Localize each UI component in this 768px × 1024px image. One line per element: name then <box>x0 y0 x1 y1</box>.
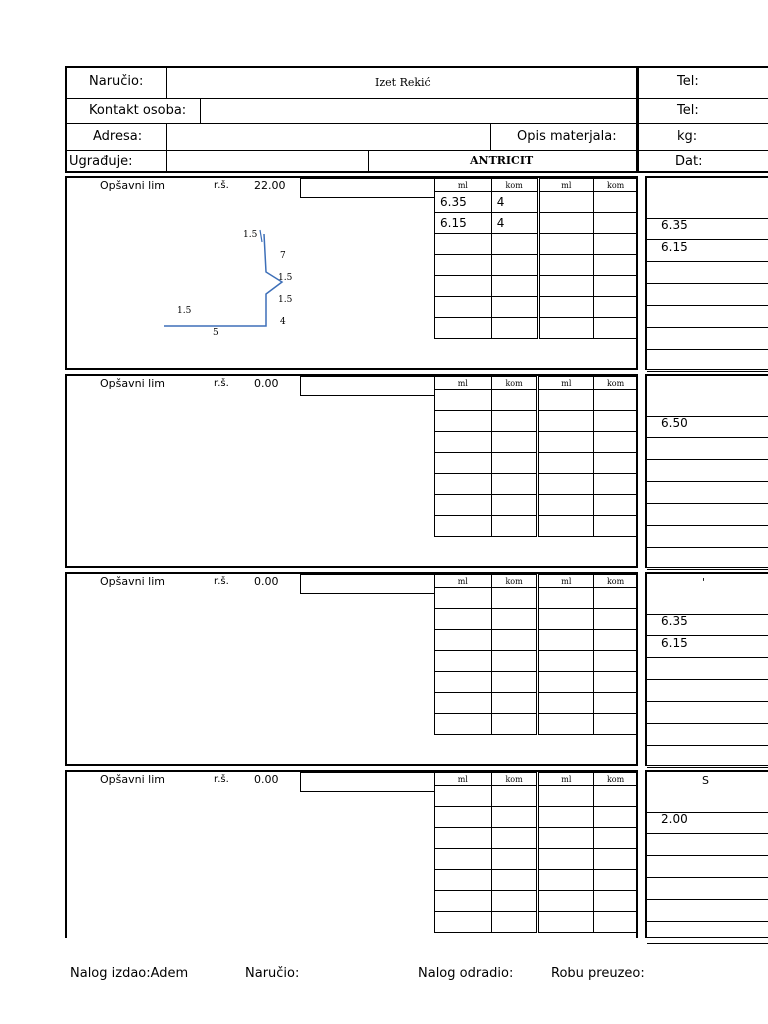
grid-cell[interactable] <box>594 255 638 276</box>
header-table <box>65 66 638 173</box>
grid-cell[interactable] <box>594 474 638 495</box>
grid-cell[interactable] <box>538 609 594 630</box>
side-value: 2.00 <box>661 812 688 826</box>
side-row <box>647 702 768 724</box>
grid-cell[interactable] <box>435 870 492 891</box>
grid-cell[interactable] <box>538 411 594 432</box>
grid-cell[interactable] <box>435 297 492 318</box>
side-row <box>647 240 768 262</box>
grid-cell[interactable] <box>435 693 492 714</box>
grid-cell[interactable] <box>435 609 492 630</box>
table-row <box>435 213 638 234</box>
section-title: Opšavni lim <box>100 179 165 192</box>
grid-cell[interactable] <box>594 192 638 213</box>
col-header: kom <box>594 575 638 588</box>
rs-value: 0.00 <box>254 575 279 588</box>
grid-cell[interactable] <box>435 651 492 672</box>
grid-cell[interactable] <box>491 912 538 933</box>
grid-cell[interactable] <box>594 693 638 714</box>
side-row <box>647 548 768 570</box>
grid-cell[interactable] <box>594 651 638 672</box>
grid-cell[interactable] <box>435 912 492 933</box>
col-header: ml <box>538 179 594 192</box>
side-value: 6.35 <box>661 218 688 232</box>
table-row <box>435 849 638 870</box>
col-header: kom <box>594 179 638 192</box>
table-row <box>435 411 638 432</box>
table-row <box>435 453 638 474</box>
row-kontakt <box>67 99 636 124</box>
side-row <box>647 482 768 504</box>
grid-cell[interactable] <box>538 828 594 849</box>
grid-cell[interactable] <box>435 786 492 807</box>
grid-cell[interactable] <box>594 588 638 609</box>
note-field[interactable] <box>300 772 434 792</box>
grid-cell[interactable] <box>491 828 538 849</box>
col-header: ml <box>435 377 492 390</box>
table-row <box>435 891 638 912</box>
grid-cell[interactable] <box>594 828 638 849</box>
grid-cell[interactable] <box>435 255 492 276</box>
note-field[interactable] <box>300 178 434 198</box>
table-row <box>435 474 638 495</box>
table-row <box>435 495 638 516</box>
col-header: ml <box>435 575 492 588</box>
side-row <box>647 724 768 746</box>
side-row <box>647 438 768 460</box>
opis-label: Opis materjala: <box>517 129 617 144</box>
table-row <box>435 786 638 807</box>
adresa-field[interactable] <box>167 124 490 150</box>
col-header: ml <box>435 773 492 786</box>
col-header: kom <box>491 179 538 192</box>
profile-hook <box>260 230 262 242</box>
dim-label: 5 <box>213 328 219 338</box>
table-row <box>435 651 638 672</box>
side-column <box>645 176 768 370</box>
footer-odradio: Nalog odradio: <box>418 966 514 981</box>
grid-cell[interactable] <box>594 912 638 933</box>
rs-value: 0.00 <box>254 773 279 786</box>
grid-cell[interactable] <box>594 672 638 693</box>
side-row <box>647 922 768 944</box>
side-row <box>647 614 768 636</box>
adresa-label: Adresa: <box>93 129 143 144</box>
side-row <box>647 878 768 900</box>
grid-cell[interactable] <box>538 432 594 453</box>
grid-cell[interactable] <box>491 609 538 630</box>
side-row <box>647 680 768 702</box>
side-header: ' <box>702 576 706 589</box>
table-row <box>435 672 638 693</box>
side-row <box>647 834 768 856</box>
row-adresa <box>67 124 636 151</box>
grid-cell[interactable] <box>491 588 538 609</box>
dim-label: 7 <box>280 251 286 261</box>
grid-cell[interactable] <box>538 318 594 339</box>
measurement-grid <box>434 178 638 339</box>
side-row <box>647 306 768 328</box>
grid-cell[interactable] <box>538 588 594 609</box>
grid-cell[interactable] <box>538 453 594 474</box>
grid-cell[interactable] <box>594 786 638 807</box>
rs-value: 0.00 <box>254 377 279 390</box>
col-header: kom <box>594 773 638 786</box>
grid-cell[interactable] <box>538 651 594 672</box>
grid-cell[interactable] <box>491 630 538 651</box>
grid-cell[interactable] <box>594 630 638 651</box>
grid-cell[interactable] <box>538 390 594 411</box>
grid-cell[interactable]: 6.15 <box>435 213 492 234</box>
grid-cell[interactable] <box>594 390 638 411</box>
grid-cell[interactable] <box>594 411 638 432</box>
grid-cell[interactable] <box>594 891 638 912</box>
grid-cell[interactable] <box>594 870 638 891</box>
ugraduje-label: Ugrađuje: <box>69 154 133 169</box>
note-field[interactable] <box>300 574 434 594</box>
grid-cell[interactable] <box>491 495 538 516</box>
grid-cell[interactable]: 4 <box>491 192 538 213</box>
grid-cell[interactable] <box>594 213 638 234</box>
grid-cell[interactable] <box>491 807 538 828</box>
grid-cell[interactable] <box>491 390 538 411</box>
side-row <box>647 416 768 438</box>
grid-cell[interactable] <box>538 912 594 933</box>
side-column <box>645 572 768 766</box>
grid-cell[interactable] <box>435 714 492 735</box>
grid-cell[interactable] <box>538 297 594 318</box>
col-header: ml <box>435 179 492 192</box>
grid-cell[interactable] <box>435 516 492 537</box>
grid-cell[interactable] <box>435 318 492 339</box>
grid-cell[interactable] <box>538 693 594 714</box>
col-header: kom <box>491 377 538 390</box>
grid-cell[interactable] <box>538 192 594 213</box>
side-value: 6.15 <box>661 240 688 254</box>
grid-cell[interactable] <box>594 432 638 453</box>
grid-cell[interactable] <box>594 609 638 630</box>
measurement-grid <box>434 772 638 933</box>
grid-cell[interactable] <box>435 807 492 828</box>
measurement-grid <box>434 574 638 735</box>
rs-label: r.š. <box>214 774 229 785</box>
grid-cell[interactable] <box>435 234 492 255</box>
note-field[interactable] <box>300 376 434 396</box>
grid-cell[interactable] <box>435 276 492 297</box>
grid-cell[interactable] <box>491 234 538 255</box>
grid-cell[interactable] <box>594 714 638 735</box>
grid-cell[interactable] <box>491 255 538 276</box>
row-ugraduje <box>67 151 636 173</box>
col-header: kom <box>491 773 538 786</box>
footer-preuzeo: Robu preuzeo: <box>551 966 645 981</box>
col-header: ml <box>538 377 594 390</box>
grid-cell[interactable] <box>538 516 594 537</box>
grid-cell[interactable] <box>491 672 538 693</box>
profile-drawing <box>150 220 300 350</box>
grid-cell[interactable] <box>491 276 538 297</box>
rs-label: r.š. <box>214 576 229 587</box>
tel-label-2: Tel: <box>677 103 699 118</box>
table-row <box>435 516 638 537</box>
rs-label: r.š. <box>214 378 229 389</box>
side-row <box>647 218 768 240</box>
dat-label: Dat: <box>675 154 703 169</box>
table-row <box>435 609 638 630</box>
table-row <box>435 714 638 735</box>
section-title: Opšavni lim <box>100 377 165 390</box>
header-right-column <box>638 66 768 173</box>
side-row <box>647 746 768 768</box>
side-row <box>647 526 768 548</box>
grid-cell[interactable] <box>435 588 492 609</box>
grid-cell[interactable] <box>538 474 594 495</box>
dim-label: 1.5 <box>278 273 293 283</box>
col-header: kom <box>491 575 538 588</box>
grid-cell[interactable] <box>538 255 594 276</box>
footer-narucio: Naručio: <box>245 966 300 981</box>
grid-cell[interactable] <box>594 495 638 516</box>
grid-cell[interactable] <box>594 453 638 474</box>
grid-cell[interactable] <box>538 807 594 828</box>
grid-cell[interactable] <box>435 411 492 432</box>
grid-cell[interactable] <box>435 630 492 651</box>
dim-label: 4 <box>280 317 286 327</box>
grid-cell[interactable] <box>491 318 538 339</box>
side-column <box>645 770 768 938</box>
table-row <box>435 432 638 453</box>
grid-cell[interactable] <box>538 630 594 651</box>
side-row <box>647 636 768 658</box>
grid-cell[interactable] <box>538 495 594 516</box>
side-header: S <box>702 774 709 787</box>
row-narucio <box>67 68 636 99</box>
grid-cell[interactable] <box>491 786 538 807</box>
side-row <box>647 658 768 680</box>
grid-cell[interactable] <box>491 891 538 912</box>
section-title: Opšavni lim <box>100 773 165 786</box>
table-row <box>435 630 638 651</box>
grid-cell[interactable] <box>594 297 638 318</box>
grid-cell[interactable] <box>435 891 492 912</box>
grid-cell[interactable] <box>594 318 638 339</box>
measurement-grid <box>434 376 638 537</box>
dim-label: 1.5 <box>243 230 258 240</box>
grid-cell[interactable] <box>491 849 538 870</box>
side-value: 6.50 <box>661 416 688 430</box>
grid-cell[interactable] <box>538 891 594 912</box>
table-row <box>435 870 638 891</box>
side-row <box>647 812 768 834</box>
grid-cell[interactable] <box>435 828 492 849</box>
grid-cell[interactable] <box>435 453 492 474</box>
grid-cell[interactable] <box>594 234 638 255</box>
grid-cell[interactable]: 4 <box>491 213 538 234</box>
table-row <box>435 828 638 849</box>
table-row <box>435 276 638 297</box>
table-row <box>435 807 638 828</box>
side-value: 6.15 <box>661 636 688 650</box>
side-row <box>647 460 768 482</box>
dim-label: 1.5 <box>278 295 293 305</box>
tel-label-1: Tel: <box>677 74 699 89</box>
footer-izdao: Nalog izdao:Adem <box>70 966 189 981</box>
side-row <box>647 262 768 284</box>
grid-cell[interactable] <box>491 870 538 891</box>
dim-label: 1.5 <box>177 306 192 316</box>
side-row <box>647 504 768 526</box>
grid-cell[interactable] <box>491 651 538 672</box>
grid-cell[interactable] <box>491 432 538 453</box>
table-row <box>435 390 638 411</box>
grid-cell[interactable] <box>538 213 594 234</box>
kontakt-field[interactable] <box>201 99 635 123</box>
rs-label: r.š. <box>214 180 229 191</box>
grid-cell[interactable] <box>491 411 538 432</box>
grid-cell[interactable] <box>538 870 594 891</box>
side-row <box>647 284 768 306</box>
grid-cell[interactable] <box>538 849 594 870</box>
col-header: ml <box>538 575 594 588</box>
narucio-value: Izet Rekić <box>375 76 431 89</box>
grid-cell[interactable] <box>491 297 538 318</box>
grid-cell[interactable] <box>538 234 594 255</box>
grid-cell[interactable] <box>538 714 594 735</box>
grid-cell[interactable] <box>594 807 638 828</box>
grid-cell[interactable] <box>435 390 492 411</box>
side-row <box>647 900 768 922</box>
grid-cell[interactable] <box>435 495 492 516</box>
rs-value: 22.00 <box>254 179 286 192</box>
table-row <box>435 912 638 933</box>
grid-cell[interactable] <box>538 786 594 807</box>
grid-cell[interactable] <box>491 516 538 537</box>
side-row <box>647 856 768 878</box>
grid-cell[interactable] <box>594 276 638 297</box>
grid-cell[interactable] <box>435 672 492 693</box>
table-row <box>435 318 638 339</box>
grid-cell[interactable] <box>594 516 638 537</box>
table-row <box>435 693 638 714</box>
material-value: ANTRICIT <box>470 154 534 167</box>
grid-cell[interactable] <box>538 276 594 297</box>
grid-cell[interactable] <box>491 474 538 495</box>
grid-cell[interactable] <box>435 849 492 870</box>
narucio-label: Naručio: <box>89 74 144 89</box>
table-row <box>435 588 638 609</box>
grid-cell[interactable] <box>538 672 594 693</box>
side-value: 6.35 <box>661 614 688 628</box>
table-row <box>435 297 638 318</box>
table-row <box>435 192 638 213</box>
grid-cell[interactable] <box>594 849 638 870</box>
grid-cell[interactable] <box>491 693 538 714</box>
side-row <box>647 350 768 372</box>
grid-cell[interactable]: 6.35 <box>435 192 492 213</box>
side-column <box>645 374 768 568</box>
section-title: Opšavni lim <box>100 575 165 588</box>
kontakt-label: Kontakt osoba: <box>89 103 187 118</box>
kg-label: kg: <box>677 129 698 144</box>
col-header: kom <box>594 377 638 390</box>
col-header: ml <box>538 773 594 786</box>
grid-cell[interactable] <box>491 714 538 735</box>
side-row <box>647 328 768 350</box>
table-row <box>435 255 638 276</box>
grid-cell[interactable] <box>491 453 538 474</box>
grid-cell[interactable] <box>435 474 492 495</box>
grid-cell[interactable] <box>435 432 492 453</box>
table-row <box>435 234 638 255</box>
